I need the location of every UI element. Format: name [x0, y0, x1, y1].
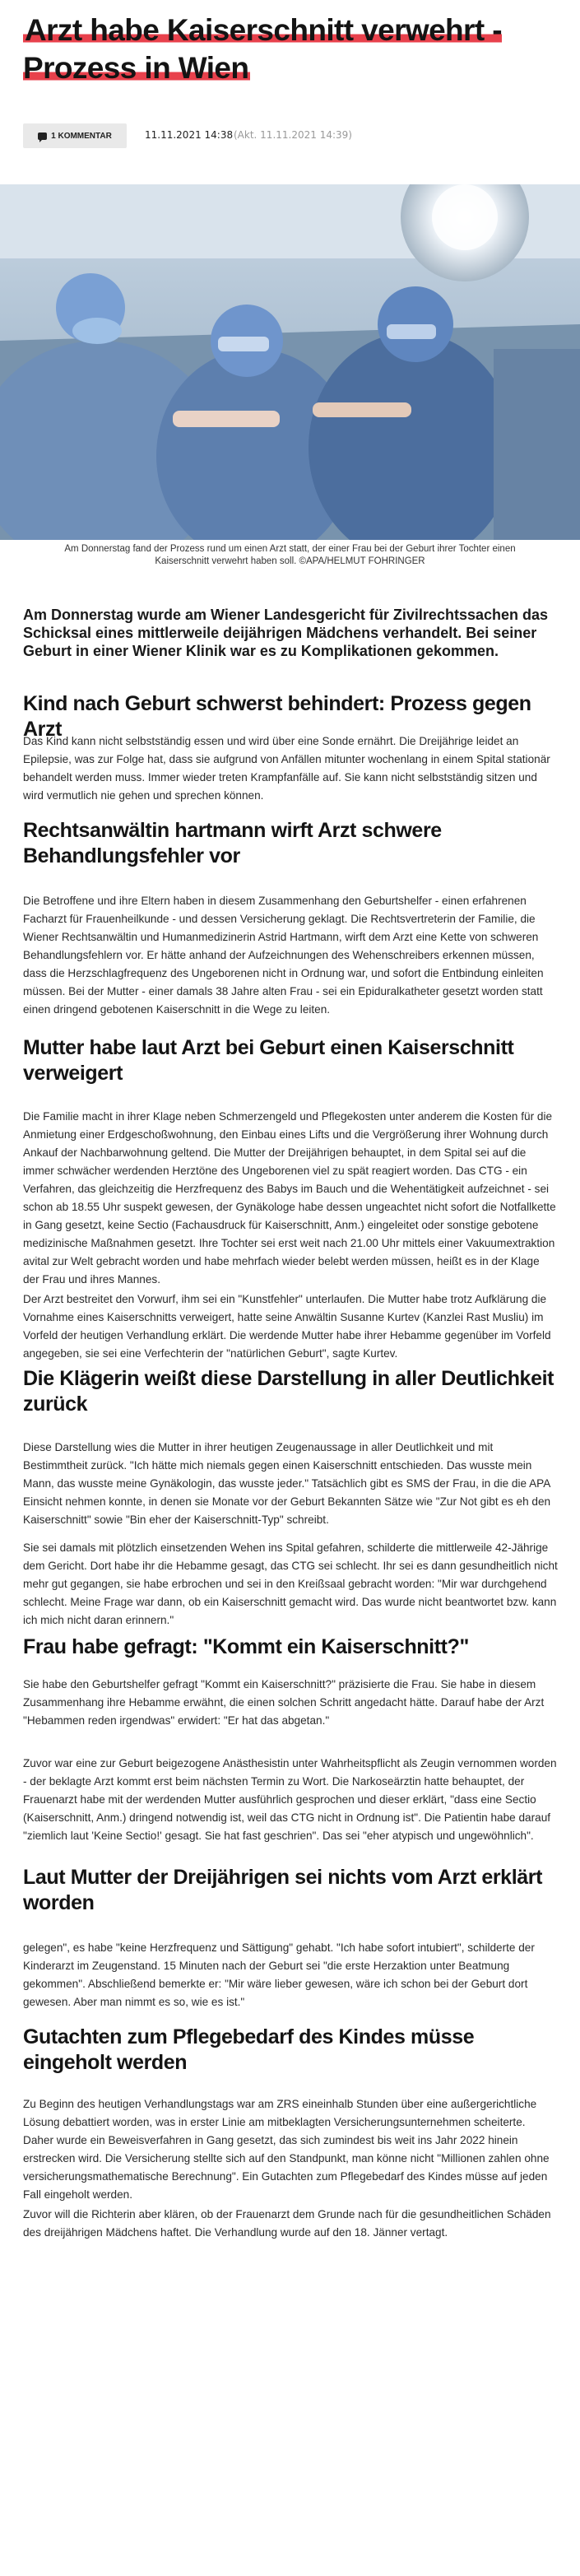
headline-text: Arzt habe Kaiserschnitt verwehrt - Prozess in Wien: [23, 13, 502, 85]
image-caption-line-2: Kaiserschnitt verwehrt haben soll. ©APA/HELMUT FOHRINGER: [155, 556, 425, 566]
section-paragraph: Die Familie macht in ihrer Klage neben Schmerzengeld und Pflegekosten unter anderem die Kosten für die Anmietung einer Erdgeschoßwohnung, den Einbau eines Lifts und die Vergrößerung ihrer Wohnung durch Ankauf der Nachbarwohnung geltend. Die Mutter der Dreijährigen behauptet, in dem Spital sei auf die immer schwächer werdenden Herztöne des Ungeborenen viel zu spät reagiert worden. Das CTG - ein Verfahren, das gleichzeitig die Herzfrequenz des Babys im Bauch und die Wehentätigkeit aufzeichnet - sei schon ab 18.55 Uhr suspekt gewesen, der Gynäkologe habe dessen ungeachtet nicht sofort die Notfallkette in Gang gesetzt, keine Sectio (Fachausdruck für Kaiserschnitt, Anm.) eingeleitet oder sonstige gebotene medizinische Maßnahmen gesetzt. Ihre Tochter sei erst weit nach 21.00 Uhr mittels einer Vakuumextraktion avital zur Welt gebracht worden und habe mehrfach wieder belebt werden müssen, heißt es in der Klage der Frau und ihres Mannes.: [23, 1110, 556, 1286]
section-paragraph: Zuvor will die Richterin aber klären, ob der Frauenarzt dem Grunde nach für die gesundheitlichen Schäden des dreijährigen Mädchens haftet. Die Verhandlung wurde auf den 18. Jänner vertagt.: [23, 2208, 551, 2239]
image-caption-line-1: Am Donnerstag fand der Prozess rund um einen Arzt statt, der einer Frau bei der Geburt ihrer Tochter einen: [64, 544, 516, 554]
section-heading: Mutter habe laut Arzt bei Geburt einen Kaiserschnitt verweigert: [23, 1036, 514, 1085]
section-paragraph: Das Kind kann nicht selbstständig essen und wird über eine Sonde ernährt. Die Dreijährige leidet an Epilepsie, was zur Folge hat, dass sie aufgrund von Anfällen mitunter wochenlang in einem Spital stationär behandelt werden muss. Immer wieder treten Krampfanfälle auf. Sie kann nicht selbstständig sitzen und wird vermutlich nie gehen und sprechen können.: [23, 735, 550, 802]
comment-bubble-icon: [38, 133, 47, 140]
section-paragraph: gelegen", es habe "keine Herzfrequenz und Sättigung" gehabt. "Ich habe sofort intubiert", schilderte der Kinderarzt im Zeugenstand. 15 Minuten nach der Geburt sei "die erste Herzaktion unter Beatmung gekommen". Abschließend bemerkte er: "Mir wäre lieber gewesen, wäre ich schon bei der Geburt dort gewesen. Aber man nimmt es so, wie es ist.": [23, 1941, 535, 2008]
article-meta: [23, 123, 558, 148]
update-date: (Akt. 11.11.2021 14:39): [234, 129, 352, 141]
section-paragraph: Sie sei damals mit plötzlich einsetzenden Wehen ins Spital gefahren, schilderte die mittlerweile 42-Jährige dem Gericht. Dort habe ihr die Hebamme gesagt, das CTG sei schlecht. Ihr sei es dann gesundheitlich nicht mehr gut gegangen, sie habe erbrochen und sei in den Kreißsaal gebracht worden: "Mir war durchgehend schlecht. Meine Frage war dann, ob ein Kaiserschnitt gemacht wird. Das wurde nicht beantwortet bzw. kann ich mich nicht daran erinnern.": [23, 1541, 558, 1626]
section-paragraph: Zuvor war eine zur Geburt beigezogene Anästhesistin unter Wahrheitspflicht als Zeugin vernommen worden - der beklagte Arzt kommt erst beim nächsten Termin zu Wort. Die Narkoseärztin hatte behauptet, der Frauenarzt habe mit der werdenden Mutter ausführlich gesprochen und dieser erklärt, "dass eine Sectio (Kaiserschnitt, Anm.) dringend notwendig ist, weil das CTG nicht in Ordnung ist". Die Patientin habe darauf "ziemlich laut 'Keine Sectio!' gesagt. Sie hat fast geschrien". Das sei "eher atypisch und ungewöhnlich".: [23, 1757, 557, 1842]
section-heading: Laut Mutter der Dreijährigen sei nichts vom Arzt erklärt worden: [23, 1866, 542, 1914]
article-headline: [23, 12, 550, 87]
article-lead: Am Donnerstag wurde am Wiener Landesgericht für Zivilrechtssachen das Schicksal eines mittlerweile deijährigen Mädchens verhandelt. Bei seiner Geburt in einer Wiener Klinik war es zu Komplikationen gekommen.: [23, 607, 549, 659]
section-paragraph: Diese Darstellung wies die Mutter in ihrer heutigen Zeugenaussage in aller Deutlichkeit und mit Bestimmtheit zurück. "Ich hätte mich niemals gegen einen Kaiserschnitt entschieden. Das wusste mein Mann, das wusste meine Gynäkologin, das wusste jeder." Tatsächlich gibt es SMS der Frau, in die die APA Einsicht nehmen konnte, in denen sie Monate vor der Geburt Bekannten Sätze wie "Zur Not gibt es eh den Kaiserschnitt" sowie "Bin eher der Kaiserschnitt-Typ" schreibt.: [23, 1441, 551, 1526]
comments-button-label: 1 KOMMENTAR: [51, 131, 112, 141]
section-paragraph: Zu Beginn des heutigen Verhandlungstags war am ZRS eineinhalb Stunden über eine außergerichtliche Lösung debattiert worden, was in erster Linie am mitbeklagten Versicherungsunternehmen scheiterte. Daher wurde ein Beweisverfahren in Gang gesetzt, das sich zumindest bis weit ins Jahr 2022 hinein erstrecken wird. Die Versicherung stellte sich auf den Standpunkt, man könne nicht "Millionen zahlen ohne versicherungsmathematische Berechnung". Ein Gutachten zum Pflegebedarf des Kindes müsse auf jeden Fall eingeholt werden.: [23, 2098, 550, 2201]
section-heading: Die Klägerin weißt diese Darstellung in aller Deutlichkeit zurück: [23, 1367, 554, 1416]
hero-image: [0, 184, 580, 540]
section-heading: Gutachten zum Pflegebedarf des Kindes müsse eingeholt werden: [23, 2025, 475, 2074]
section-heading: Frau habe gefragt: "Kommt ein Kaiserschnitt?": [23, 1635, 469, 1658]
image-caption: [0, 543, 580, 568]
section-paragraph: Der Arzt bestreitet den Vorwurf, ihm sei ein "Kunstfehler" unterlaufen. Die Mutter habe trotz Aufklärung die Vornahme eines Kaiserschnitts verweigert, hatte seine Anwältin Susanne Kurtev (Kanzlei Rast Musliu) im Vorfeld der heutigen Verhandlung erklärt. Die werdende Mutter habe ihrer Hebamme gegenüber im Vorfeld angegeben, sie sei eine Verfechterin der "natürlichen Geburt", sagte Kurtev.: [23, 1293, 551, 1360]
publish-date: 11.11.2021 14:38: [145, 129, 234, 141]
section-heading: Kind nach Geburt schwerst behindert: Prozess gegen Arzt: [23, 692, 531, 741]
section-paragraph: Die Betroffene und ihre Eltern haben in diesem Zusammenhang den Geburtshelfer - einen erfahrenen Facharzt für Frauenheilkunde - und dessen Versicherung geklagt. Die Rechtsvertreterin der Familie, die Wiener Rechtsanwältin und Humanmedizinerin Astrid Hartmann, wirft dem Arzt eine Kette von schweren Behandlungsfehlern vor. Er hätte anhand der Aufzeichnungen des Wehenschreibers erkennen müssen, dass die Herzschlagfrequenz des Ungeborenen nicht in Ordnung war, und sofort die Entbindung einleiten müssen. Bei der Mutter - einer damals 38 Jahre alten Frau - sei ein Epiduralkatheter gesetzt worden statt einen dringend gebotenen Kaiserschnitt in die Wege zu leiten.: [23, 895, 544, 1016]
section-heading: Rechtsanwältin hartmann wirft Arzt schwere Behandlungsfehler vor: [23, 819, 442, 867]
comments-button[interactable]: [23, 123, 127, 148]
section-paragraph: Sie habe den Geburtshelfer gefragt "Kommt ein Kaiserschnitt?" präzisierte die Frau. Sie habe in diesem Zusammenhang ihre Hebamme erwähnt, die einen solchen Schritt angedacht hätte. Darauf habe der Arzt "Hebammen reden irgendwas" erwidert: "Er hat das abgetan.": [23, 1678, 545, 1727]
